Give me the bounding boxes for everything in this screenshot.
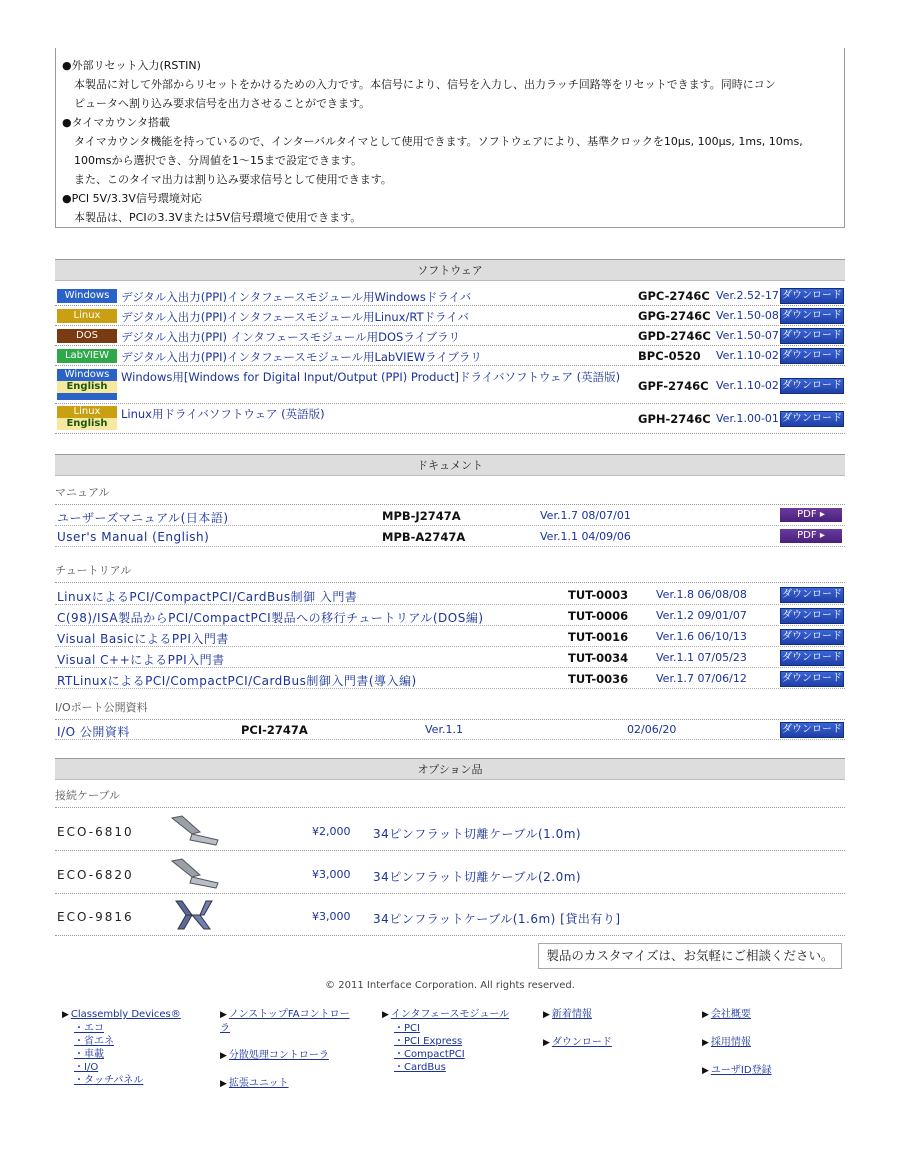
- manual-code: MPB-J2747A: [382, 509, 461, 523]
- footer-col-controllers: [220, 1008, 350, 1105]
- software-version: Ver.1.10-02: [716, 379, 779, 392]
- footer-sublink[interactable]: ・省エネ: [74, 1036, 114, 1047]
- feature-heading: ●タイマカウンタ搭載: [62, 116, 170, 129]
- footer-link-recruit[interactable]: 採用情報: [710, 1037, 751, 1048]
- footer-sublink[interactable]: ・PCI Express: [394, 1036, 463, 1047]
- software-name-link[interactable]: デジタル入出力(PPI)インタフェースモジュール用Linux/RTドライバ: [121, 310, 469, 324]
- manual-link[interactable]: User's Manual (English): [57, 530, 210, 544]
- tutorial-row: [55, 584, 845, 605]
- os-badge-icon: [57, 349, 117, 363]
- download-button[interactable]: ダウンロード: [780, 348, 844, 364]
- footer-col-interface: [382, 1008, 509, 1074]
- footer-sublink[interactable]: ・タッチパネル: [74, 1075, 144, 1086]
- os-badge-label: Linux: [73, 310, 101, 321]
- software-version: Ver.1.50-08: [716, 309, 779, 322]
- software-row: [55, 286, 845, 306]
- feature-body: 100msから選択でき、分周値を1〜15まで設定できます。: [74, 154, 363, 167]
- feature-heading: ●PCI 5V/3.3V信号環境対応: [62, 192, 202, 205]
- tutorial-code: TUT-0003: [568, 588, 629, 602]
- download-button[interactable]: ダウンロード: [780, 629, 844, 645]
- tutorial-version: Ver.1.8 06/08/08: [656, 588, 747, 601]
- download-button[interactable]: ダウンロード: [780, 650, 844, 666]
- software-version: Ver.1.00-01: [716, 412, 779, 425]
- arrow-icon: ▶: [702, 1010, 709, 1020]
- os-badge-sublabel: English: [57, 418, 117, 430]
- os-badge-icon: [57, 369, 117, 400]
- features-box: [55, 48, 845, 228]
- download-button[interactable]: ダウンロード: [780, 722, 844, 738]
- software-code: BPC-0520: [638, 349, 701, 363]
- options-section-header: オプション品: [55, 758, 845, 780]
- arrow-icon: ▶: [543, 1010, 550, 1020]
- tutorial-code: TUT-0016: [568, 630, 629, 644]
- download-button[interactable]: ダウンロード: [780, 411, 844, 427]
- tutorial-row: [55, 668, 845, 689]
- manual-version: Ver.1.1 04/09/06: [540, 530, 631, 543]
- tutorial-version: Ver.1.6 06/10/13: [656, 630, 747, 643]
- software-row: [55, 326, 845, 346]
- option-price: ¥3,000: [312, 867, 351, 881]
- footer-sublink[interactable]: ・エコ: [74, 1023, 104, 1034]
- option-model: ECO-9816: [57, 910, 134, 924]
- feature-body: また、このタイマ出力は割り込み要求信号として使用できます。: [74, 173, 392, 186]
- os-badge-label: Windows: [64, 290, 110, 301]
- feature-body: 本製品は、PCIの3.3Vまたは5V信号環境で使用できます。: [74, 211, 362, 224]
- software-name-link[interactable]: デジタル入出力(PPI)インタフェースモジュール用Windowsドライバ: [121, 290, 472, 304]
- option-price: ¥3,000: [312, 910, 351, 923]
- footer-link-classembly[interactable]: Classembly Devices®: [70, 1009, 181, 1020]
- tutorial-subheading: チュートリアル: [55, 562, 845, 583]
- os-badge-icon: [57, 406, 117, 430]
- software-row: [55, 404, 845, 434]
- arrow-icon: ▶: [382, 1010, 389, 1020]
- footer-sublink[interactable]: ・CompactPCI: [394, 1049, 465, 1060]
- cable-image: [170, 857, 220, 889]
- download-button[interactable]: ダウンロード: [780, 671, 844, 687]
- os-badge-label: Windows: [64, 369, 110, 380]
- tutorial-row: [55, 605, 845, 626]
- arrow-icon: ▶: [543, 1038, 550, 1048]
- cable-subheading: 接続ケーブル: [55, 787, 845, 808]
- os-badge-icon: [57, 329, 117, 343]
- copyright: © 2011 Interface Corporation. All rights reserved.: [325, 980, 575, 991]
- os-badge-icon: [57, 309, 117, 323]
- tutorial-code: TUT-0036: [568, 672, 629, 686]
- tutorial-code: TUT-0034: [568, 651, 629, 665]
- tutorial-code: TUT-0006: [568, 609, 629, 623]
- footer-link-download[interactable]: ダウンロード: [551, 1037, 612, 1048]
- software-version: Ver.2.52-17: [716, 289, 779, 302]
- footer-link-nonstop[interactable]: ノンストップFAコントローラ: [220, 1009, 350, 1034]
- manual-version: Ver.1.7 08/07/01: [540, 509, 631, 522]
- software-code: GPD-2746C: [638, 329, 711, 343]
- software-code: GPG-2746C: [638, 309, 711, 323]
- option-price: ¥2,000: [312, 825, 351, 838]
- manual-subheading: マニュアル: [55, 484, 845, 505]
- download-button[interactable]: ダウンロード: [780, 308, 844, 324]
- download-button[interactable]: ダウンロード: [780, 328, 844, 344]
- option-model: ECO-6820: [57, 867, 134, 882]
- cable-image: [170, 814, 220, 846]
- download-button[interactable]: ダウンロード: [780, 608, 844, 624]
- feature-heading: ●外部リセット入力(RSTIN): [62, 59, 201, 72]
- os-badge-label: Linux: [73, 406, 101, 417]
- os-badge-label: DOS: [76, 330, 98, 341]
- arrow-icon: ▶: [220, 1010, 227, 1020]
- footer-sublink[interactable]: ・I/O: [74, 1062, 99, 1073]
- footer-link-distributed[interactable]: 分散処理コントローラ: [228, 1050, 329, 1061]
- tutorial-link[interactable]: RTLinuxによるPCI/CompactPCI/CardBus制御入門書(導入編): [57, 674, 417, 688]
- footer-link-expansion[interactable]: 拡張ユニット: [228, 1078, 289, 1089]
- footer-col-news: [543, 1008, 612, 1064]
- arrow-icon: ▶: [62, 1010, 69, 1020]
- footer-link-interface[interactable]: インタフェースモジュール: [390, 1009, 510, 1020]
- option-desc-link[interactable]: 34ピンフラット切離ケーブル(2.0m): [373, 869, 582, 884]
- manual-code: MPB-A2747A: [382, 530, 466, 544]
- io-doc-ver: Ver.1.1: [425, 723, 463, 736]
- software-row: [55, 367, 845, 404]
- option-row: [55, 809, 845, 851]
- tutorial-link[interactable]: LinuxによるPCI/CompactPCI/CardBus制御 入門書: [57, 590, 358, 604]
- tutorial-row: [55, 647, 845, 668]
- software-name-link[interactable]: デジタル入出力(PPI)インタフェースモジュール用LabVIEWライブラリ: [121, 350, 482, 364]
- footer-col-company: [702, 1008, 772, 1092]
- io-doc-code: PCI-2747A: [241, 723, 308, 737]
- software-name-link[interactable]: Windows用[Windows for Digital Input/Output (PPI) Product]ドライバソフトウェア (英語版): [121, 370, 621, 384]
- feature-body: タイマカウンタ機能を持っているので、インターバルタイマとして使用できます。ソフトウェアにより、基準クロックを10μs, 100μs, 1ms, 10ms,: [74, 135, 803, 148]
- footer-sublink[interactable]: ・CardBus: [394, 1062, 446, 1073]
- customize-notice: 製品のカスタマイズは、お気軽にご相談ください。: [538, 943, 842, 969]
- manual-row: [55, 505, 845, 526]
- tutorial-link[interactable]: Visual C++によるPPI入門書: [57, 653, 225, 667]
- software-code: GPF-2746C: [638, 379, 709, 393]
- download-button[interactable]: ダウンロード: [780, 288, 844, 304]
- pdf-button[interactable]: PDF ▸: [780, 508, 842, 522]
- io-doc-row: [55, 719, 845, 740]
- tutorial-version: Ver.1.2 09/01/07: [656, 609, 747, 622]
- software-version: Ver.1.10-02: [716, 349, 779, 362]
- manual-link[interactable]: ユーザーズマニュアル(日本語): [57, 511, 229, 525]
- software-row: [55, 306, 845, 326]
- option-row: [55, 894, 845, 936]
- tutorial-link[interactable]: Visual BasicによるPPI入門書: [57, 632, 229, 646]
- footer-link-company[interactable]: 会社概要: [710, 1009, 751, 1020]
- arrow-icon: ▶: [220, 1079, 227, 1089]
- software-code: GPC-2746C: [638, 289, 710, 303]
- os-badge-icon: [57, 289, 117, 303]
- manual-row: [55, 526, 845, 547]
- footer-link-userid[interactable]: ユーザID登録: [710, 1065, 772, 1076]
- download-button[interactable]: ダウンロード: [780, 587, 844, 603]
- arrow-icon: ▶: [220, 1051, 227, 1061]
- io-subheading: I/Oポート公開資料: [55, 699, 845, 720]
- io-doc-link[interactable]: I/O 公開資料: [57, 725, 130, 739]
- footer-sublink[interactable]: ・PCI: [394, 1023, 420, 1034]
- feature-body: ピュータへ割り込み要求信号を出力させることができます。: [74, 97, 371, 110]
- option-desc-link[interactable]: 34ピンフラットケーブル(1.6m) [貸出有り]: [373, 912, 621, 926]
- option-desc-link[interactable]: 34ピンフラット切離ケーブル(1.0m): [373, 827, 582, 841]
- software-version: Ver.1.50-07: [716, 329, 779, 342]
- arrow-icon: ▶: [702, 1066, 709, 1076]
- arrow-icon: ▶: [702, 1038, 709, 1048]
- software-name-link[interactable]: Linux用ドライバソフトウェア (英語版): [121, 407, 325, 421]
- software-code: GPH-2746C: [638, 412, 711, 426]
- software-name-link[interactable]: デジタル入出力(PPI) インタフェースモジュール用DOSライブラリ: [121, 330, 461, 344]
- tutorial-link[interactable]: C(98)/ISA製品からPCI/CompactPCI製品への移行チュートリアル(DOS編): [57, 611, 484, 625]
- option-model: ECO-6810: [57, 825, 134, 839]
- os-badge-label: LabVIEW: [64, 350, 110, 361]
- pdf-button[interactable]: PDF ▸: [780, 529, 842, 543]
- tutorial-version: Ver.1.1 07/05/23: [656, 651, 747, 664]
- cable-image: [170, 899, 220, 931]
- tutorial-row: [55, 626, 845, 647]
- footer-sublink[interactable]: ・車載: [74, 1049, 104, 1060]
- tutorial-version: Ver.1.7 07/06/12: [656, 672, 747, 685]
- os-badge-sublabel: English: [57, 381, 117, 393]
- software-section-header: ソフトウェア: [55, 259, 845, 281]
- software-row: [55, 346, 845, 366]
- option-row: [55, 852, 845, 894]
- footer-col-classembly: [62, 1008, 181, 1087]
- io-doc-date: 02/06/20: [627, 723, 677, 736]
- footer-link-news[interactable]: 新着情報: [551, 1009, 592, 1020]
- documents-section-header: ドキュメント: [55, 454, 845, 476]
- download-button[interactable]: ダウンロード: [780, 378, 844, 394]
- feature-body: 本製品に対して外部からリセットをかけるための入力です。本信号により、信号を入力し、出力ラッチ回路等をリセットできます。同時にコン: [74, 78, 776, 91]
